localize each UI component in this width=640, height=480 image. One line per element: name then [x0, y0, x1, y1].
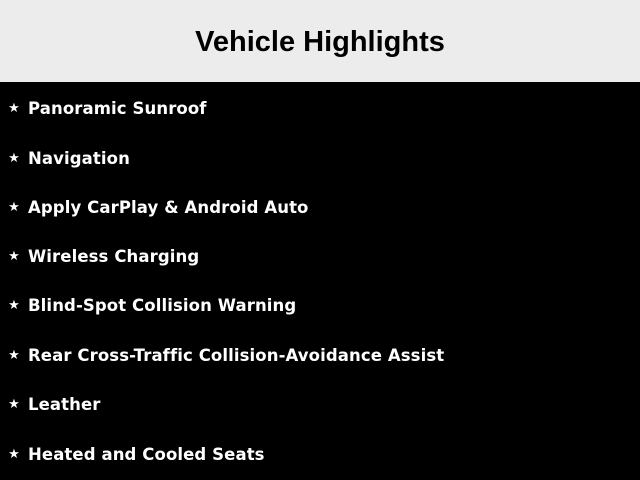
page-title: Vehicle Highlights: [195, 25, 445, 58]
list-item: [0, 93, 207, 123]
star-icon: ★: [8, 199, 20, 215]
star-icon: ★: [8, 297, 20, 313]
list-item: [0, 389, 101, 419]
list-item: [0, 340, 444, 370]
list-item: [0, 439, 265, 469]
highlight-label: Blind-Spot Collision Warning: [28, 295, 297, 315]
header-bar: [0, 0, 640, 82]
highlights-list: [0, 82, 640, 480]
list-item: [0, 192, 309, 222]
list-item: [0, 290, 296, 320]
highlight-label: Heated and Cooled Seats: [28, 444, 265, 464]
star-icon: ★: [8, 347, 20, 363]
highlight-label: Wireless Charging: [28, 246, 200, 266]
list-item: [0, 241, 199, 271]
star-icon: ★: [8, 248, 20, 264]
highlight-label: Leather: [28, 394, 101, 414]
star-icon: ★: [8, 150, 20, 166]
highlight-label: Panoramic Sunroof: [28, 98, 207, 118]
star-icon: ★: [8, 446, 20, 462]
star-icon: ★: [8, 396, 20, 412]
highlight-label: Navigation: [28, 148, 130, 168]
list-item: [0, 143, 130, 173]
highlight-label: Rear Cross-Traffic Collision-Avoidance Assist: [28, 345, 445, 365]
highlight-label: Apply CarPlay & Android Auto: [28, 197, 309, 217]
star-icon: ★: [8, 100, 20, 116]
